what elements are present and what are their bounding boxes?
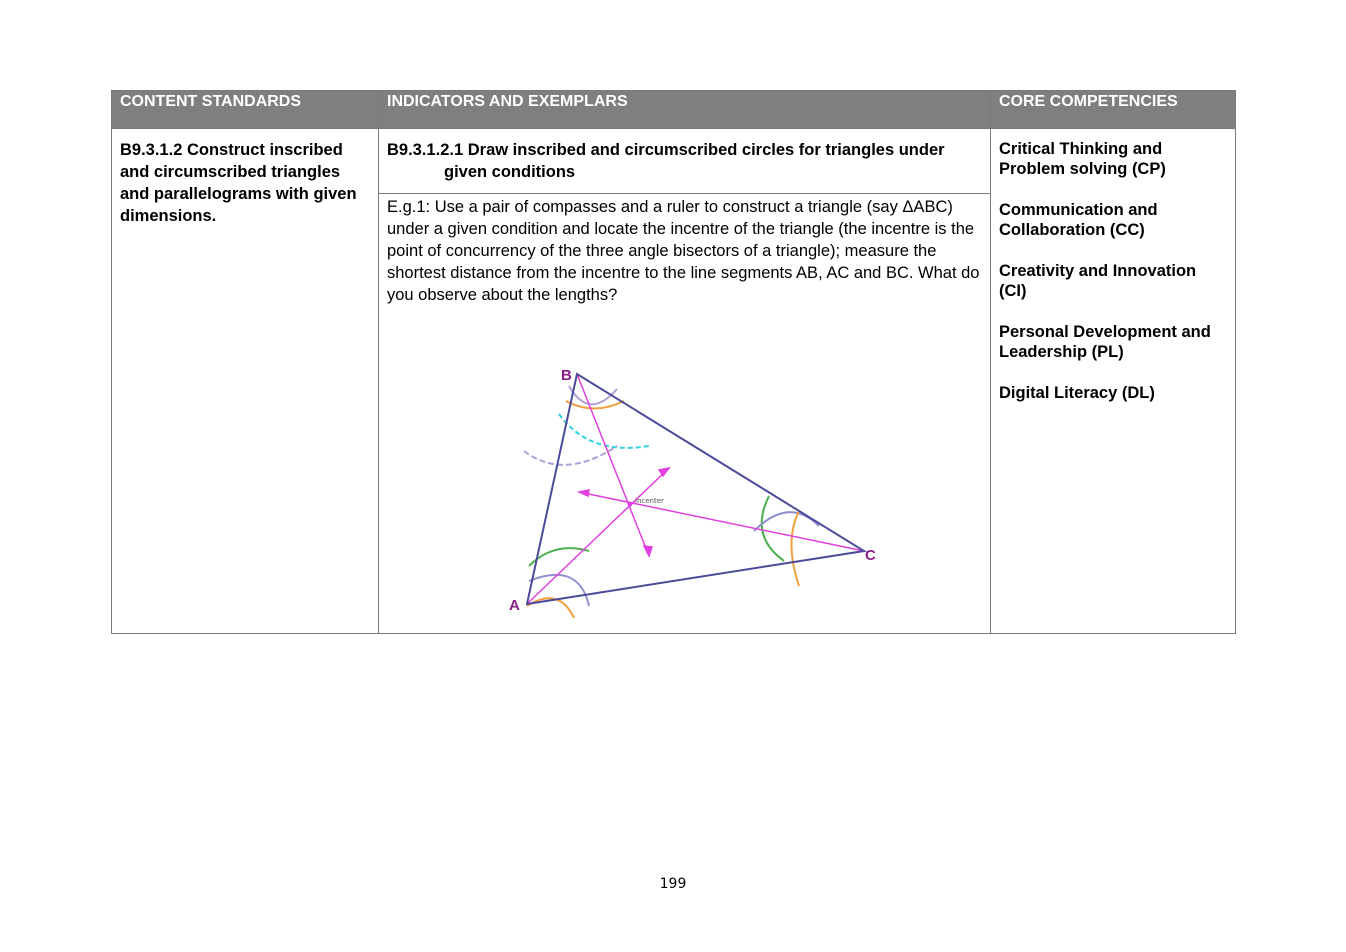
bisector-b-arrow [644, 546, 652, 556]
curriculum-table [111, 90, 1236, 634]
list-item: Digital Literacy (DL) [999, 384, 1155, 402]
competencies-list [991, 129, 1235, 434]
arc-b-lavender-2 [524, 446, 617, 465]
list-item: Communication and Collaboration (CC) [999, 201, 1158, 239]
header-indicators-exemplars: INDICATORS AND EXEMPLARS [379, 91, 991, 129]
header-content-standards: CONTENT STANDARDS [112, 91, 379, 129]
list-item: Critical Thinking and Problem solving (CP) [999, 140, 1166, 178]
incentre-point [628, 502, 633, 507]
bisector-c-arrow [579, 490, 589, 496]
arc-c-green [762, 496, 784, 561]
page-number: 199 [659, 876, 687, 892]
exemplar-text: E.g.1: Use a pair of compasses and a ruler to construct a triangle (say ΔABC) under a given condition and locate the incentre of the triangle (the incentre is the point of concurrency of the three angle bisectors of a triangle); measure the shortest distance from the incentre to the line segments AB, AC and BC. What do you observe about the lengths? [387, 198, 980, 304]
vertex-label-c: C [865, 547, 876, 564]
indicator-heading [379, 129, 990, 194]
content-standard-cell [112, 129, 379, 634]
arc-c-orange [792, 511, 800, 586]
vertex-label-a: A [509, 597, 520, 614]
competencies-cell [991, 129, 1236, 634]
indicator-cell [379, 129, 991, 634]
header-core-competencies: CORE COMPETENCIES [991, 91, 1236, 129]
list-item: Creativity and Innovation (CI) [999, 262, 1197, 300]
arc-c-lavender [754, 512, 819, 531]
content-standard-text: B9.3.1.2 Construct inscribed and circumscribed triangles and parallelograms with given dimensions. [120, 141, 357, 225]
bisector-c [579, 492, 864, 551]
table-header-row [112, 91, 1236, 129]
incentre-construction-figure [499, 356, 879, 618]
indicator-text-line2: given conditions [444, 163, 576, 181]
table-row [112, 129, 1236, 634]
triangle-abc [527, 374, 864, 604]
indicator-code: B9.3.1.2.1 [387, 141, 464, 159]
bisector-a-arrow [659, 468, 669, 476]
bisector-a [527, 468, 669, 604]
indicator-text-line1: Draw inscribed and circumscribed circles for triangles under [467, 141, 945, 159]
incentre-label: incenter [635, 497, 664, 505]
bisector-b [577, 374, 649, 556]
list-item: Personal Development and Leadership (PL) [999, 323, 1211, 361]
vertex-label-b: B [561, 367, 572, 384]
